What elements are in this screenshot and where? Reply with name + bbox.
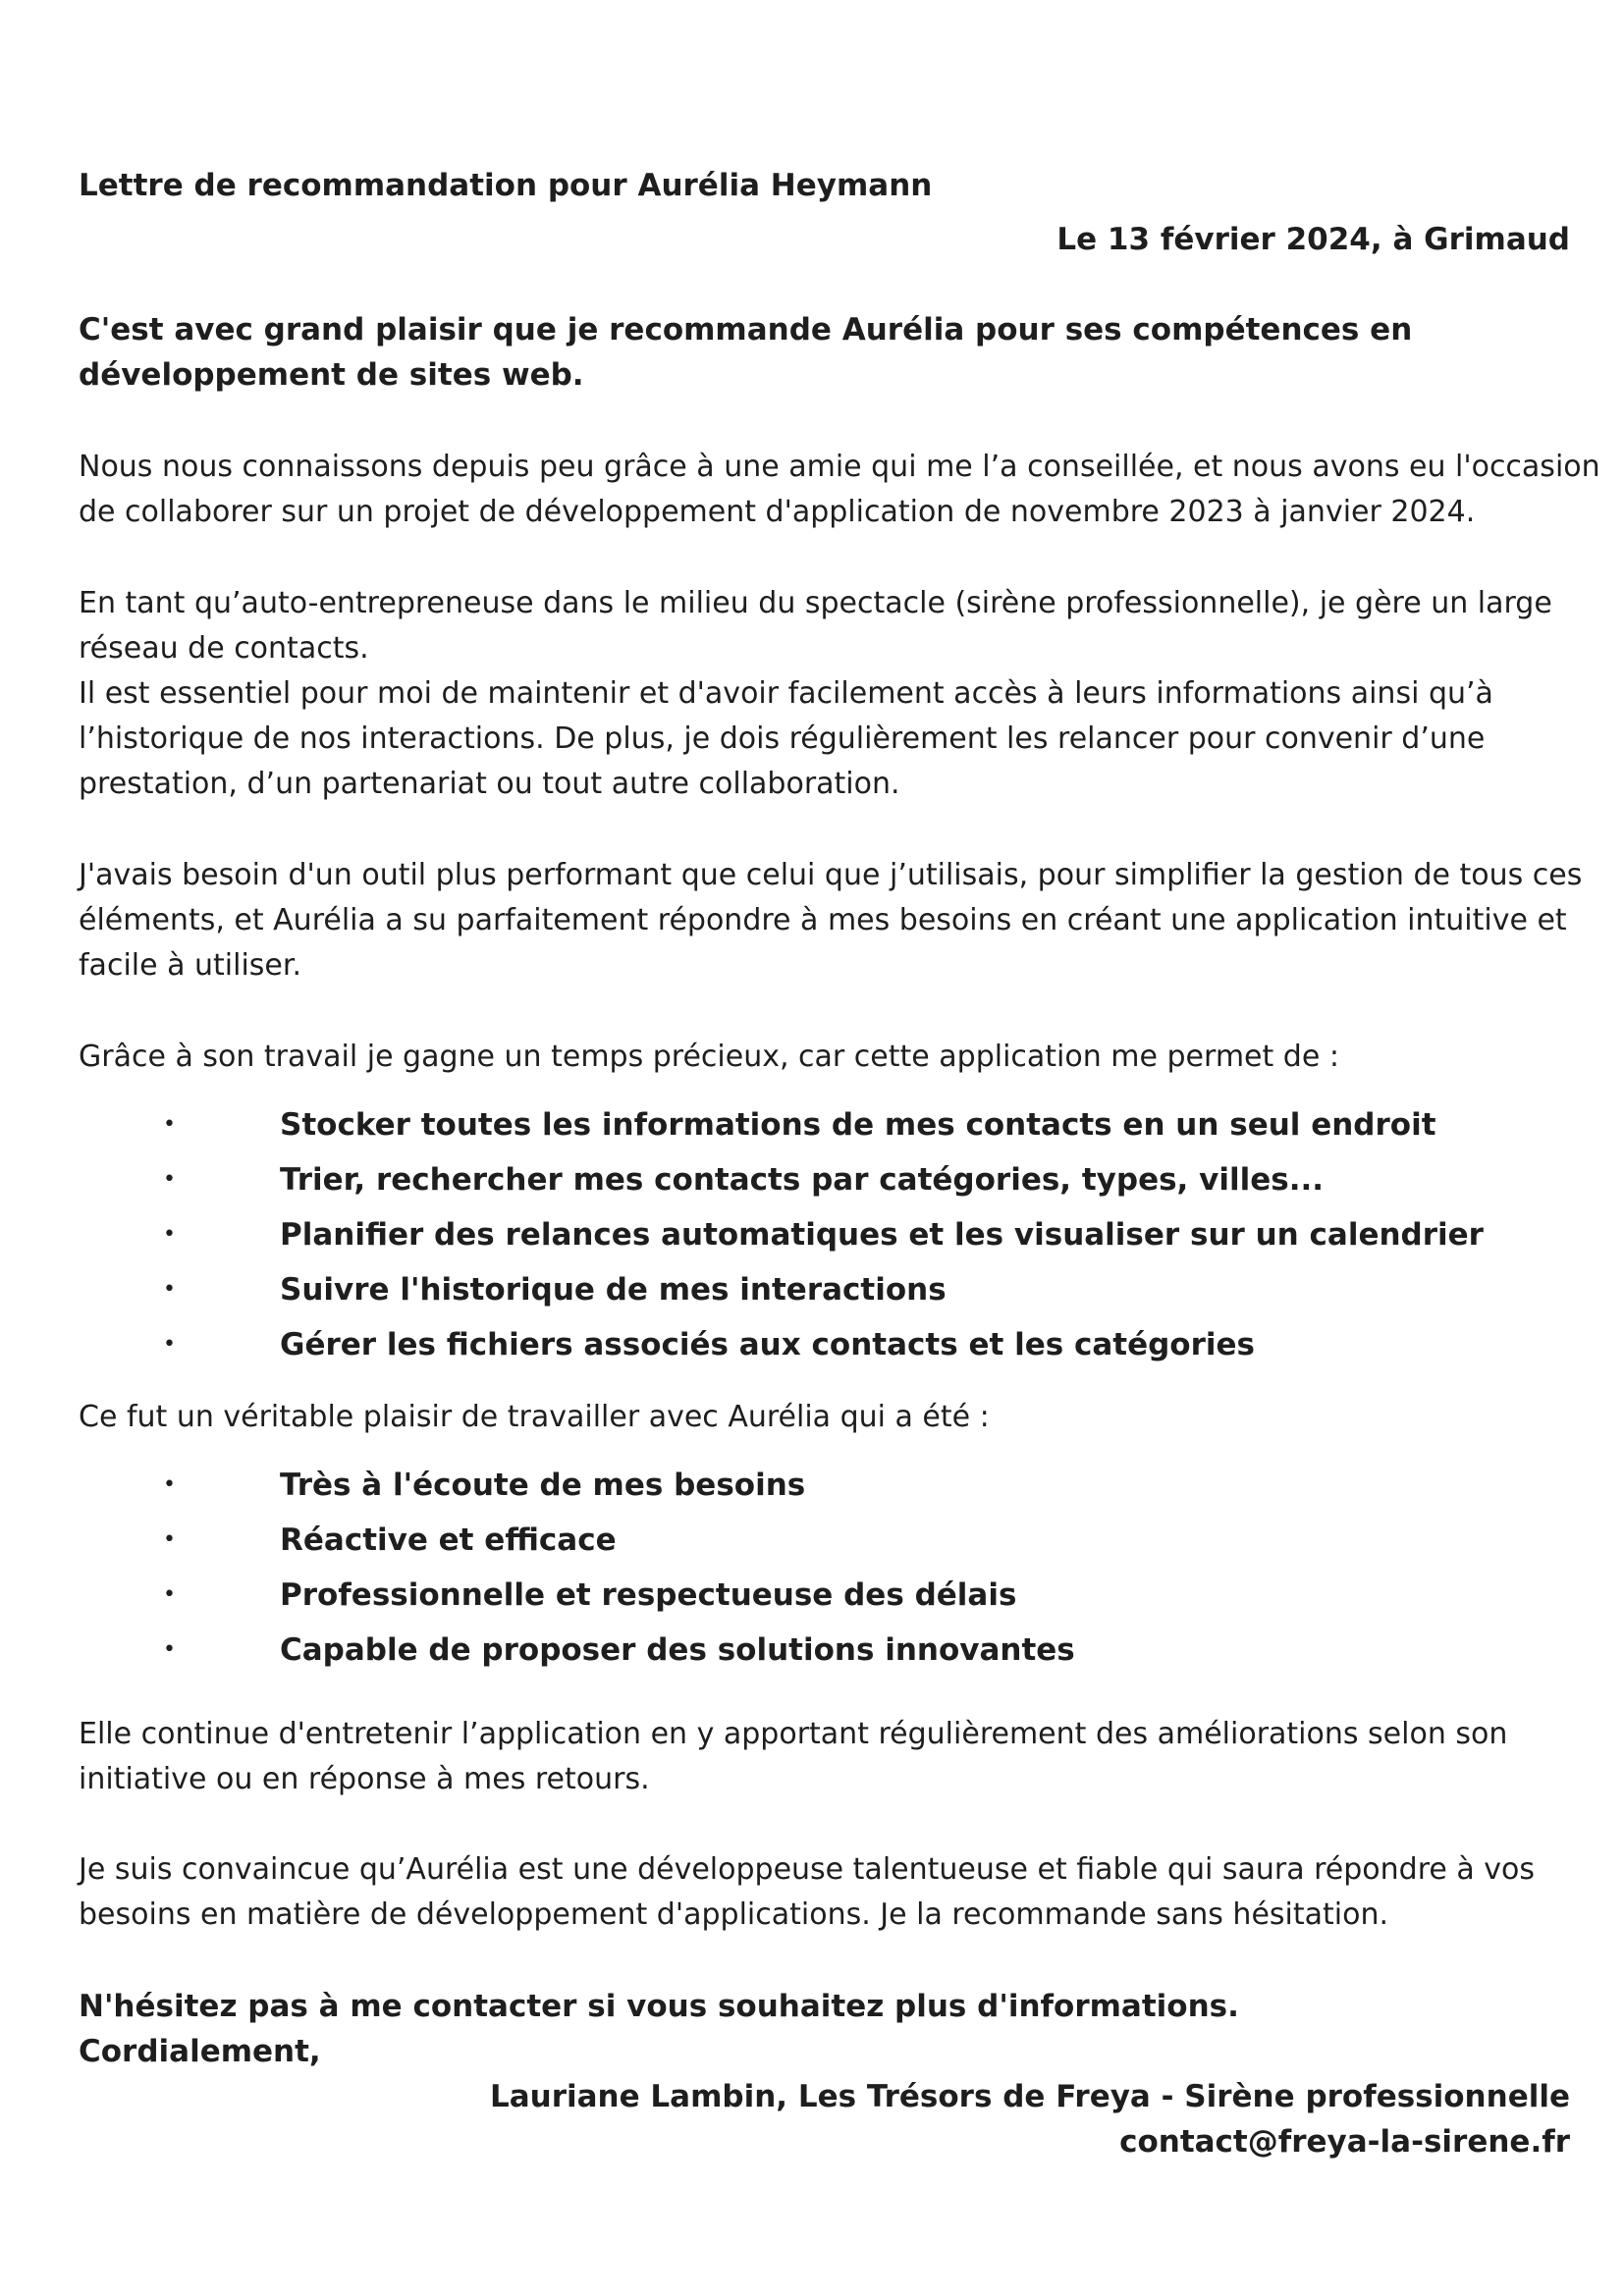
paragraph-line: réseau de contacts. bbox=[79, 631, 369, 666]
closing bbox=[79, 1984, 1581, 2074]
bullet-icon: • bbox=[163, 1112, 176, 1137]
paragraph-line: de collaborer sur un projet de développement d'application de novembre 2023 à janvier 2024. bbox=[79, 495, 1476, 529]
letter-title: Lettre de recommandation pour Aurélia Heymann bbox=[79, 168, 933, 203]
features-list bbox=[0, 1097, 1624, 1372]
signature-email: contact@freya-la-sirene.fr bbox=[1119, 2124, 1570, 2160]
list-item bbox=[0, 1207, 1624, 1262]
paragraph-maintenance bbox=[79, 1712, 1581, 1802]
quality-text: Capable de proposer des solutions innovantes bbox=[280, 1632, 1075, 1668]
list-item bbox=[0, 1262, 1624, 1317]
paragraph-line: Je suis convaincue qu’Aurélia est une développeuse talentueuse et fiable qui saura répondre à vos bbox=[79, 1852, 1536, 1887]
bullet-icon: • bbox=[163, 1582, 176, 1607]
quality-text: Réactive et efficace bbox=[280, 1522, 617, 1558]
closing-line: Cordialement, bbox=[79, 2034, 321, 2069]
paragraph-line: Nous nous connaissons depuis peu grâce à une amie qui me l’a conseillée, et nous avons eu l'occasion bbox=[79, 450, 1600, 484]
paragraph-line: En tant qu’auto-entrepreneuse dans le milieu du spectacle (sirène professionnelle), je gère un large bbox=[79, 586, 1552, 620]
list-item bbox=[0, 1097, 1624, 1152]
features-intro-line: Grâce à son travail je gagne un temps précieux, car cette application me permet de : bbox=[79, 1040, 1339, 1074]
feature-text: Planifier des relances automatiques et les visualiser sur un calendrier bbox=[280, 1217, 1484, 1253]
quality-text: Très à l'écoute de mes besoins bbox=[280, 1468, 806, 1503]
list-item bbox=[0, 1317, 1624, 1372]
list-item bbox=[0, 1568, 1624, 1623]
bullet-icon: • bbox=[163, 1222, 176, 1247]
paragraph-line: l’historique de nos interactions. De plus, je dois régulièrement les relancer pour convenir d’une bbox=[79, 721, 1486, 756]
feature-text: Gérer les fichiers associés aux contacts et les catégories bbox=[280, 1327, 1255, 1362]
intro-paragraph bbox=[79, 307, 1581, 398]
bullet-icon: • bbox=[163, 1472, 176, 1497]
signature-name: Lauriane Lambin, Les Trésors de Freya - Sirène professionnelle bbox=[489, 2079, 1570, 2114]
qualities-intro-line: Ce fut un véritable plaisir de travailler avec Aurélia qui a été : bbox=[79, 1400, 990, 1434]
qualities-list bbox=[0, 1458, 1624, 1678]
paragraph-line: Il est essentiel pour moi de maintenir et d'avoir facilement accès à leurs informations ainsi qu’à bbox=[79, 676, 1493, 711]
list-item bbox=[0, 1458, 1624, 1513]
paragraph-acquaintance bbox=[79, 445, 1600, 535]
paragraph-line: initiative ou en réponse à mes retours. bbox=[79, 1762, 650, 1796]
paragraph-line: J'avais besoin d'un outil plus performant que celui que j’utilisais, pour simplifier la gestion de tous ces bbox=[79, 858, 1583, 892]
bullet-icon: • bbox=[163, 1167, 176, 1192]
paragraph-line: besoins en matière de développement d'applications. Je la recommande sans hésitation. bbox=[79, 1897, 1389, 1932]
features-intro bbox=[79, 1035, 1581, 1080]
date-place: Le 13 février 2024, à Grimaud bbox=[1056, 222, 1570, 257]
paragraph-line: prestation, d’un partenariat ou tout autre collaboration. bbox=[79, 767, 900, 801]
paragraph-conclusion bbox=[79, 1847, 1581, 1938]
intro-line: développement de sites web. bbox=[79, 357, 584, 393]
list-item bbox=[0, 1623, 1624, 1678]
feature-text: Suivre l'historique de mes interactions bbox=[280, 1272, 947, 1308]
quality-text: Professionnelle et respectueuse des délais bbox=[280, 1577, 1017, 1613]
paragraph-line: Elle continue d'entretenir l’application en y apportant régulièrement des améliorations selon son bbox=[79, 1717, 1508, 1751]
feature-text: Trier, rechercher mes contacts par catégories, types, villes... bbox=[280, 1162, 1325, 1198]
closing-line: N'hésitez pas à me contacter si vous souhaitez plus d'informations. bbox=[79, 1989, 1239, 2024]
qualities-intro bbox=[79, 1395, 1581, 1440]
bullet-icon: • bbox=[163, 1527, 176, 1552]
paragraph-line: facile à utiliser. bbox=[79, 948, 302, 983]
paragraph-context bbox=[79, 581, 1581, 807]
bullet-icon: • bbox=[163, 1637, 176, 1662]
bullet-icon: • bbox=[163, 1277, 176, 1302]
feature-text: Stocker toutes les informations de mes contacts en un seul endroit bbox=[280, 1107, 1436, 1143]
intro-line: C'est avec grand plaisir que je recommande Aurélia pour ses compétences en bbox=[79, 312, 1413, 347]
bullet-icon: • bbox=[163, 1332, 176, 1357]
paragraph-line: éléments, et Aurélia a su parfaitement répondre à mes besoins en créant une application intuitive et bbox=[79, 903, 1567, 937]
paragraph-need bbox=[79, 853, 1581, 988]
list-item bbox=[0, 1152, 1624, 1207]
list-item bbox=[0, 1513, 1624, 1568]
